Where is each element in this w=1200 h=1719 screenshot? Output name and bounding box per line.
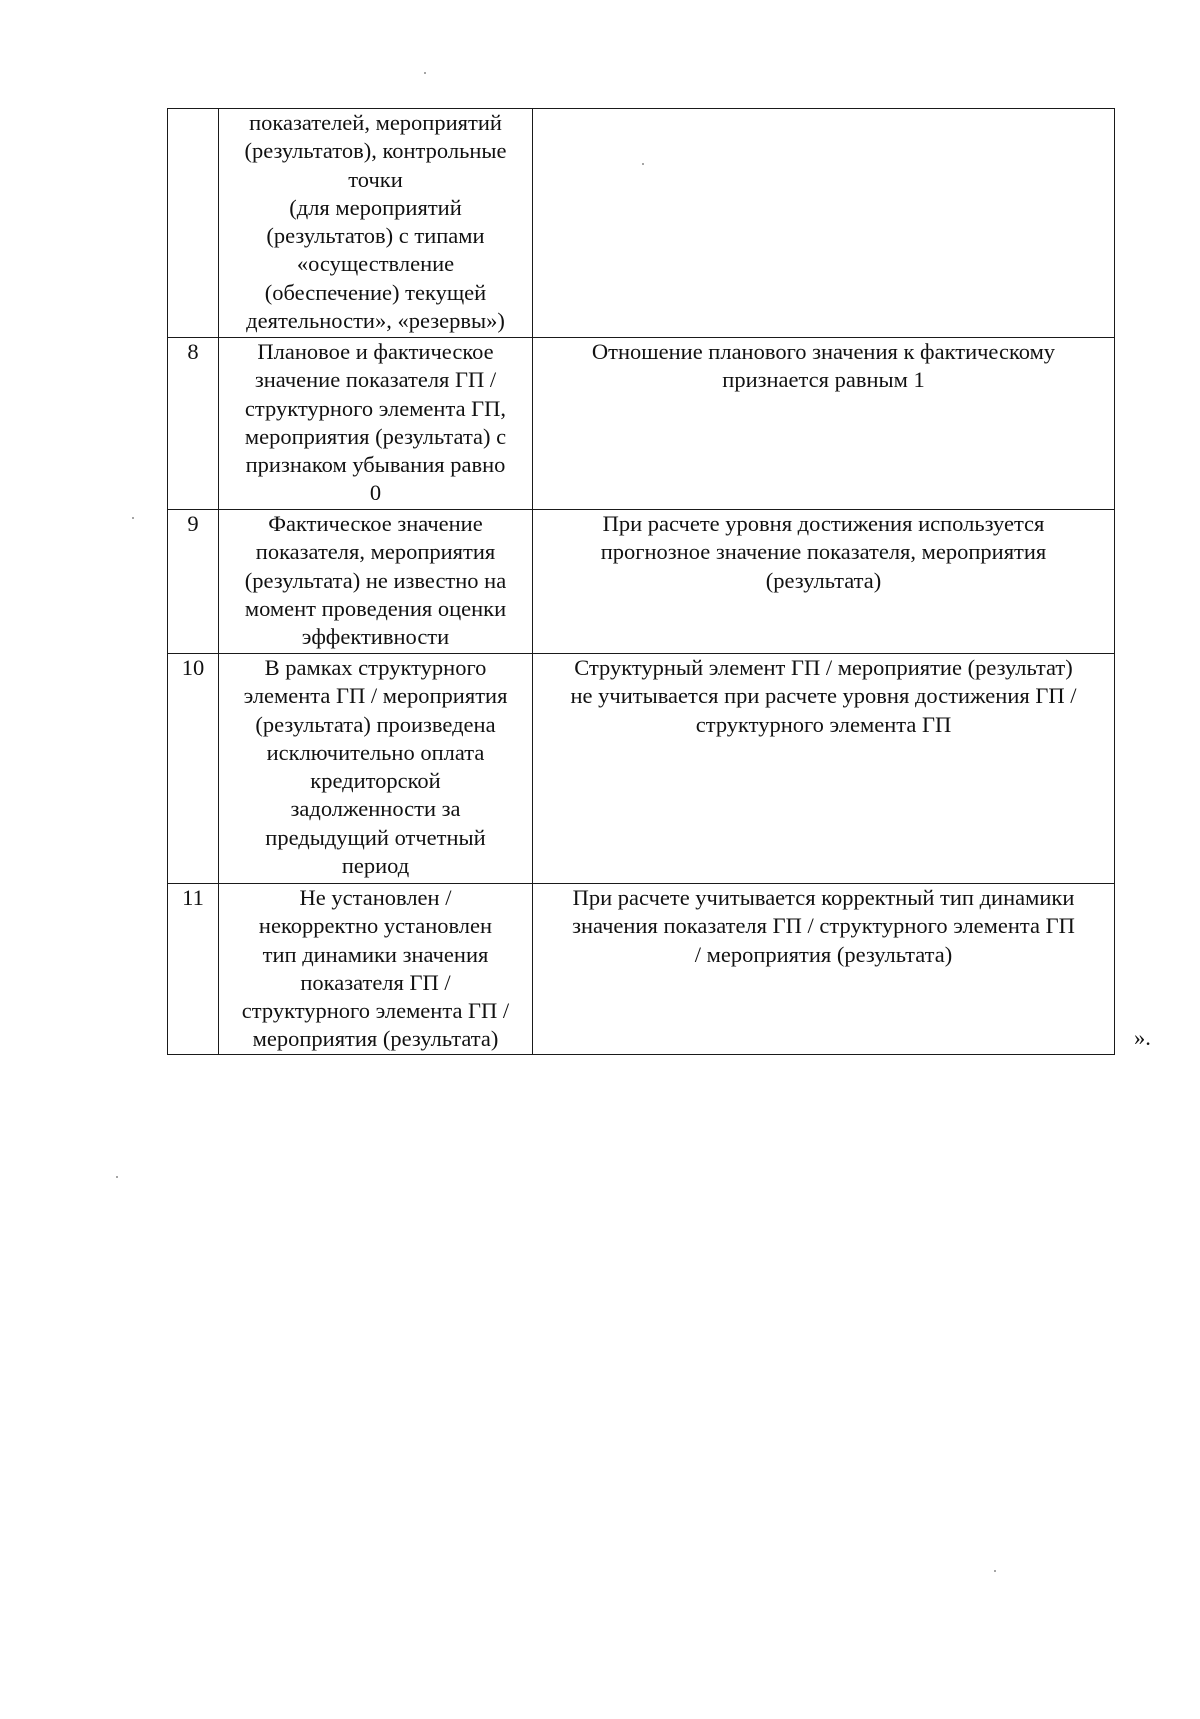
table-row — [168, 510, 1115, 654]
result-cell — [533, 109, 1115, 338]
condition-cell: В рамках структурного элемента ГП / мероприятия (результата) произведена исключительно оплата кредиторской задолженности за предыдущий отчетный период — [219, 654, 533, 884]
condition-cell: Не установлен / некорректно установлен тип динамики значения показателя ГП / структурного элемента ГП / мероприятия (результата) — [219, 884, 533, 1055]
row-number-cell: 9 — [168, 510, 219, 654]
conditions-table — [167, 108, 1115, 1055]
table-row — [168, 109, 1115, 338]
scan-speck — [994, 1570, 996, 1572]
condition-cell: Плановое и фактическое значение показателя ГП / структурного элемента ГП, мероприятия (результата) с признаком убывания равно 0 — [219, 338, 533, 510]
scan-speck — [424, 72, 426, 74]
table-row — [168, 338, 1115, 510]
scan-speck — [642, 163, 644, 165]
row-number-cell: 10 — [168, 654, 219, 884]
table-row — [168, 654, 1115, 884]
result-cell: Отношение планового значения к фактическому признается равным 1 — [533, 338, 1115, 510]
result-cell: Структурный элемент ГП / мероприятие (результат) не учитывается при расчете уровня достижения ГП / структурного элемента ГП — [533, 654, 1115, 884]
condition-cell: показателей, мероприятий (результатов), контрольные точки (для мероприятий (результатов) с типами «осуществление (обеспечение) текущей деятельности», «резервы») — [219, 109, 533, 338]
row-number-cell: 11 — [168, 884, 219, 1055]
table-row — [168, 884, 1115, 1055]
row-number-cell — [168, 109, 219, 338]
condition-cell: Фактическое значение показателя, мероприятия (результата) не известно на момент проведения оценки эффективности — [219, 510, 533, 654]
scan-speck — [132, 517, 134, 519]
result-cell: При расчете учитывается корректный тип динамики значения показателя ГП / структурного элемента ГП / мероприятия (результата) — [533, 884, 1115, 1055]
closing-quote-mark: ». — [1134, 1025, 1151, 1050]
result-cell: При расчете уровня достижения используется прогнозное значение показателя, мероприятия (результата) — [533, 510, 1115, 654]
scan-speck — [116, 1176, 118, 1178]
row-number-cell: 8 — [168, 338, 219, 510]
